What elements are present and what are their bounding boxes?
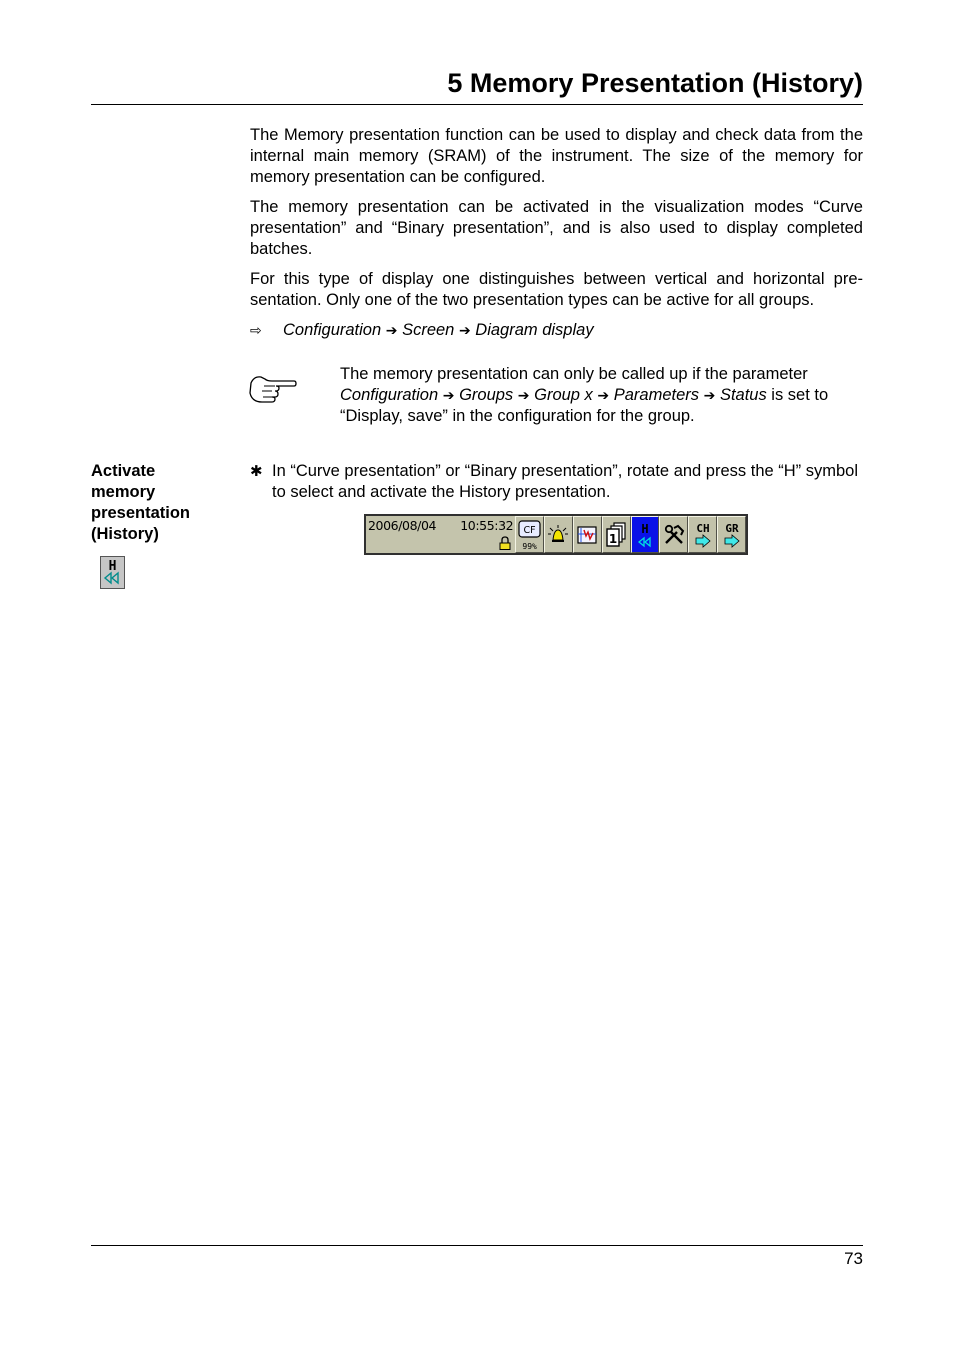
diagram-icon xyxy=(576,524,598,546)
paragraph-activation: The memory presentation can be activated in the visualization modes “Curve presentation” and “Binary presentation”, and is also used to display completed batches. xyxy=(250,198,863,258)
instruction-step xyxy=(250,461,863,503)
menu-path xyxy=(250,320,863,341)
asterisk-bullet-icon: ✱ xyxy=(250,463,263,480)
page-number: 73 xyxy=(844,1249,863,1268)
time-readout: 10:55:32 xyxy=(460,518,514,533)
section-heading xyxy=(91,461,231,545)
group-1-icon xyxy=(604,521,628,549)
svg-text:CF: CF xyxy=(523,525,536,536)
tools-button[interactable] xyxy=(659,516,688,553)
note-path-item: Configuration xyxy=(340,386,439,404)
note-suffix: is set to “Display, save” in the configuration for the group. xyxy=(340,386,829,425)
chapter-title: 5 Memory Presentation (History) xyxy=(447,68,863,98)
note-path-item: Groups xyxy=(459,386,514,404)
svg-text:H: H xyxy=(108,559,117,574)
step-text: In “Curve presentation” or “Binary presentation”, rotate and press the “H” symbol to select and activate the History presentation. xyxy=(272,462,859,501)
cf-card-icon xyxy=(517,519,542,541)
note-path-item: Status xyxy=(719,386,767,404)
device-toolbar xyxy=(364,514,748,555)
alarm-bell-icon xyxy=(546,523,570,547)
note-path-item: Group x xyxy=(534,386,593,404)
cf-card-button[interactable] xyxy=(515,516,544,553)
svg-text:H: H xyxy=(641,521,649,536)
menu-path-item: Configuration xyxy=(283,321,382,339)
group-button[interactable] xyxy=(602,516,631,553)
channel-button[interactable] xyxy=(688,516,717,553)
cf-usage-percent: 99% xyxy=(522,542,537,551)
hollow-arrow-icon: ⇨ xyxy=(250,322,262,338)
note-text xyxy=(340,364,863,427)
path-arrow-icon: ➔ xyxy=(458,322,471,338)
paragraph-intro: The Memory presentation function can be used to display and check data from the internal main memory (SRAM) of the instrument. The size of the memory for memory presentation can be configured. xyxy=(250,126,863,186)
path-arrow-icon: ➔ xyxy=(385,322,398,338)
menu-path-item: Diagram display xyxy=(475,321,594,339)
date-readout: 2006/08/04 xyxy=(368,518,437,533)
heading-line: presentation xyxy=(91,504,191,522)
path-arrow-icon: ➔ xyxy=(517,387,530,403)
menu-path-item: Screen xyxy=(402,321,455,339)
diagram-button[interactable] xyxy=(573,516,602,553)
heading-line: memory xyxy=(91,483,156,501)
path-arrow-icon: ➔ xyxy=(597,387,610,403)
gr-arrow-icon xyxy=(720,519,744,551)
svg-text:CH: CH xyxy=(696,521,710,535)
history-h-button-icon xyxy=(100,556,125,589)
header-rule xyxy=(91,104,863,105)
group-nav-button[interactable] xyxy=(717,516,746,553)
footer-rule xyxy=(91,1245,863,1246)
history-button[interactable] xyxy=(631,516,660,553)
path-arrow-icon: ➔ xyxy=(442,387,455,403)
svg-text:1: 1 xyxy=(609,531,618,546)
pointing-hand-icon xyxy=(248,375,298,405)
svg-text:GR: GR xyxy=(725,521,739,535)
tools-icon xyxy=(662,523,686,547)
heading-line: (History) xyxy=(91,525,159,543)
path-arrow-icon: ➔ xyxy=(703,387,716,403)
heading-line: Activate xyxy=(91,462,156,480)
paragraph-display-types: For this type of display one distinguishes between vertical and horizontal pre-sentation. Only one of the two presentation types can be active for all groups. xyxy=(250,270,863,309)
note-path-item: Parameters xyxy=(613,386,700,404)
datetime-display xyxy=(366,516,515,553)
note-line: The memory presentation can only be called up if the parameter xyxy=(340,365,808,383)
history-icon xyxy=(634,519,656,551)
alarm-button[interactable] xyxy=(544,516,573,553)
lock-icon xyxy=(499,536,511,550)
ch-arrow-icon xyxy=(691,519,715,551)
